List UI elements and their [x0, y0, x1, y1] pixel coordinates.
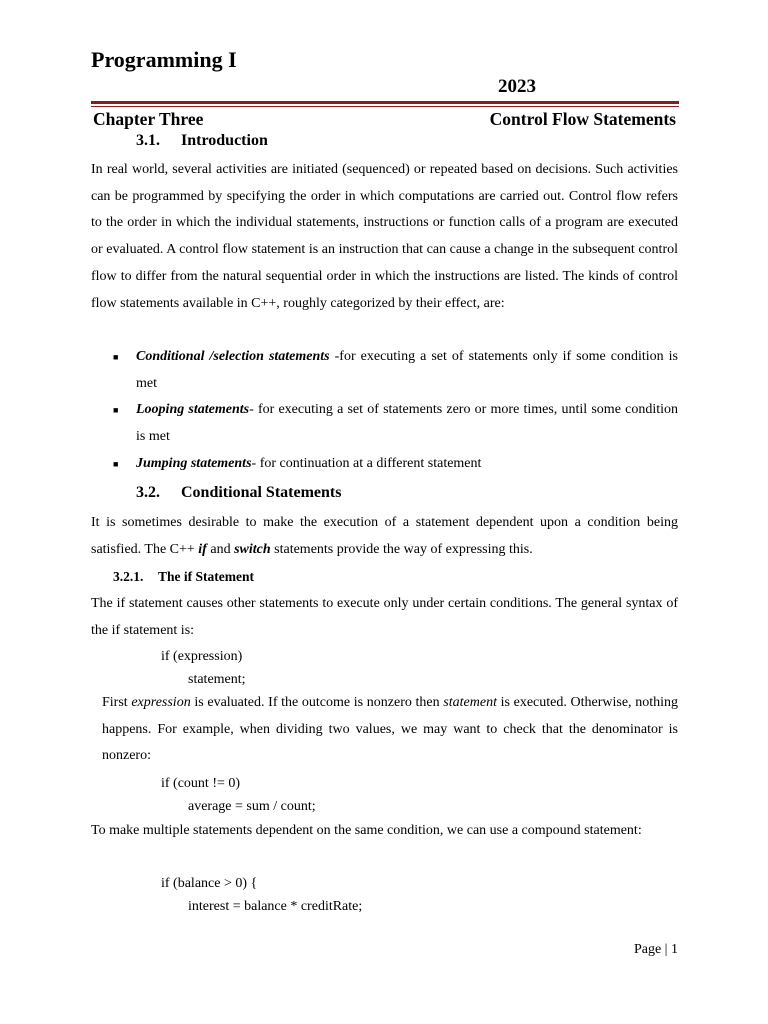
- list-item-text: -for executing a set of statements only if some condition is met: [136, 349, 678, 391]
- example2-line-1: if (balance > 0) {: [161, 876, 258, 891]
- if-paragraph: The if statement causes other statements to execute only under certain conditions. The general syntax of the if statement is:: [91, 596, 678, 638]
- chapter-topic: Control Flow Statements: [489, 109, 676, 129]
- list-item-term: Jumping statements: [136, 455, 252, 471]
- example1-line-1: if (count != 0): [161, 776, 241, 791]
- list-item: [113, 344, 678, 397]
- section-number: 3.2.: [136, 484, 160, 501]
- section-heading-conditional: [136, 484, 341, 502]
- year-label: 2023: [498, 76, 536, 97]
- subsection-heading-if: [113, 569, 254, 585]
- syntax-line-2: statement;: [188, 672, 246, 687]
- emphasis-expression: expression: [131, 695, 191, 710]
- keyword-if: if: [198, 541, 207, 557]
- text-run: is executed. Otherwise, nothing happens. For example, when dividing two values, we may want to check that the denominator is nonzero:: [102, 695, 678, 764]
- bullet-icon: ■: [113, 352, 119, 362]
- course-title: Programming I: [91, 47, 237, 72]
- header-rule-thick: [91, 101, 679, 104]
- header-rule-thin: [91, 106, 679, 107]
- compound-paragraph: To make multiple statements dependent on the same condition, we can use a compound statement:: [91, 823, 642, 838]
- text-run: and: [206, 541, 235, 557]
- list-item-term: Looping statements: [136, 402, 250, 418]
- subsection-number: 3.2.1.: [113, 569, 144, 584]
- keyword-switch: switch: [234, 541, 271, 557]
- text-run: First: [102, 695, 132, 710]
- bullet-icon: ■: [113, 405, 119, 416]
- list-item: [113, 451, 678, 478]
- chapter-label: Chapter Three: [93, 109, 204, 129]
- text-run: is evaluated. If the outcome is nonzero then: [190, 695, 444, 710]
- list-item-text: - for continuation at a different statement: [251, 455, 482, 471]
- list-item: [113, 397, 678, 450]
- intro-paragraph: In real world, several activities are initiated (sequenced) or repeated based on decisions. Such activities can be programmed by specifying the order in which computations are carried out. Control flow refers to the order in which the individual statements, instructions or function calls of a program are executed or evaluated. A control flow statement is an instruction that can cause a change in the subsequent control flow to differ from the natural sequential order in which the instructions are listed. The kinds of control flow statements available in C++, roughly categorized by their effect, are:: [91, 162, 678, 311]
- explain-paragraph: [102, 690, 678, 770]
- subsection-title: The if Statement: [158, 569, 254, 584]
- control-flow-list: [113, 344, 678, 478]
- conditional-paragraph: [91, 510, 678, 563]
- list-item-text: - for executing a set of statements zero or more times, until some condition is met: [136, 402, 678, 445]
- section-heading-intro: [136, 132, 268, 150]
- section-number: 3.1.: [136, 132, 160, 149]
- text-run: It is sometimes desirable to make the execution of a statement dependent upon a condition being satisfied. The C++: [91, 515, 678, 557]
- example2-line-2: interest = balance * creditRate;: [188, 899, 363, 914]
- list-item-term: Conditional /selection statements: [136, 349, 330, 364]
- syntax-line-1: if (expression): [161, 649, 243, 664]
- emphasis-statement: statement: [443, 695, 497, 710]
- text-run: statements provide the way of expressing this.: [270, 541, 533, 557]
- example1-line-2: average = sum / count;: [188, 799, 316, 814]
- bullet-icon: ■: [113, 458, 119, 469]
- section-title: Conditional Statements: [181, 484, 342, 501]
- page-number: Page | 1: [633, 942, 678, 957]
- section-title: Introduction: [181, 132, 268, 149]
